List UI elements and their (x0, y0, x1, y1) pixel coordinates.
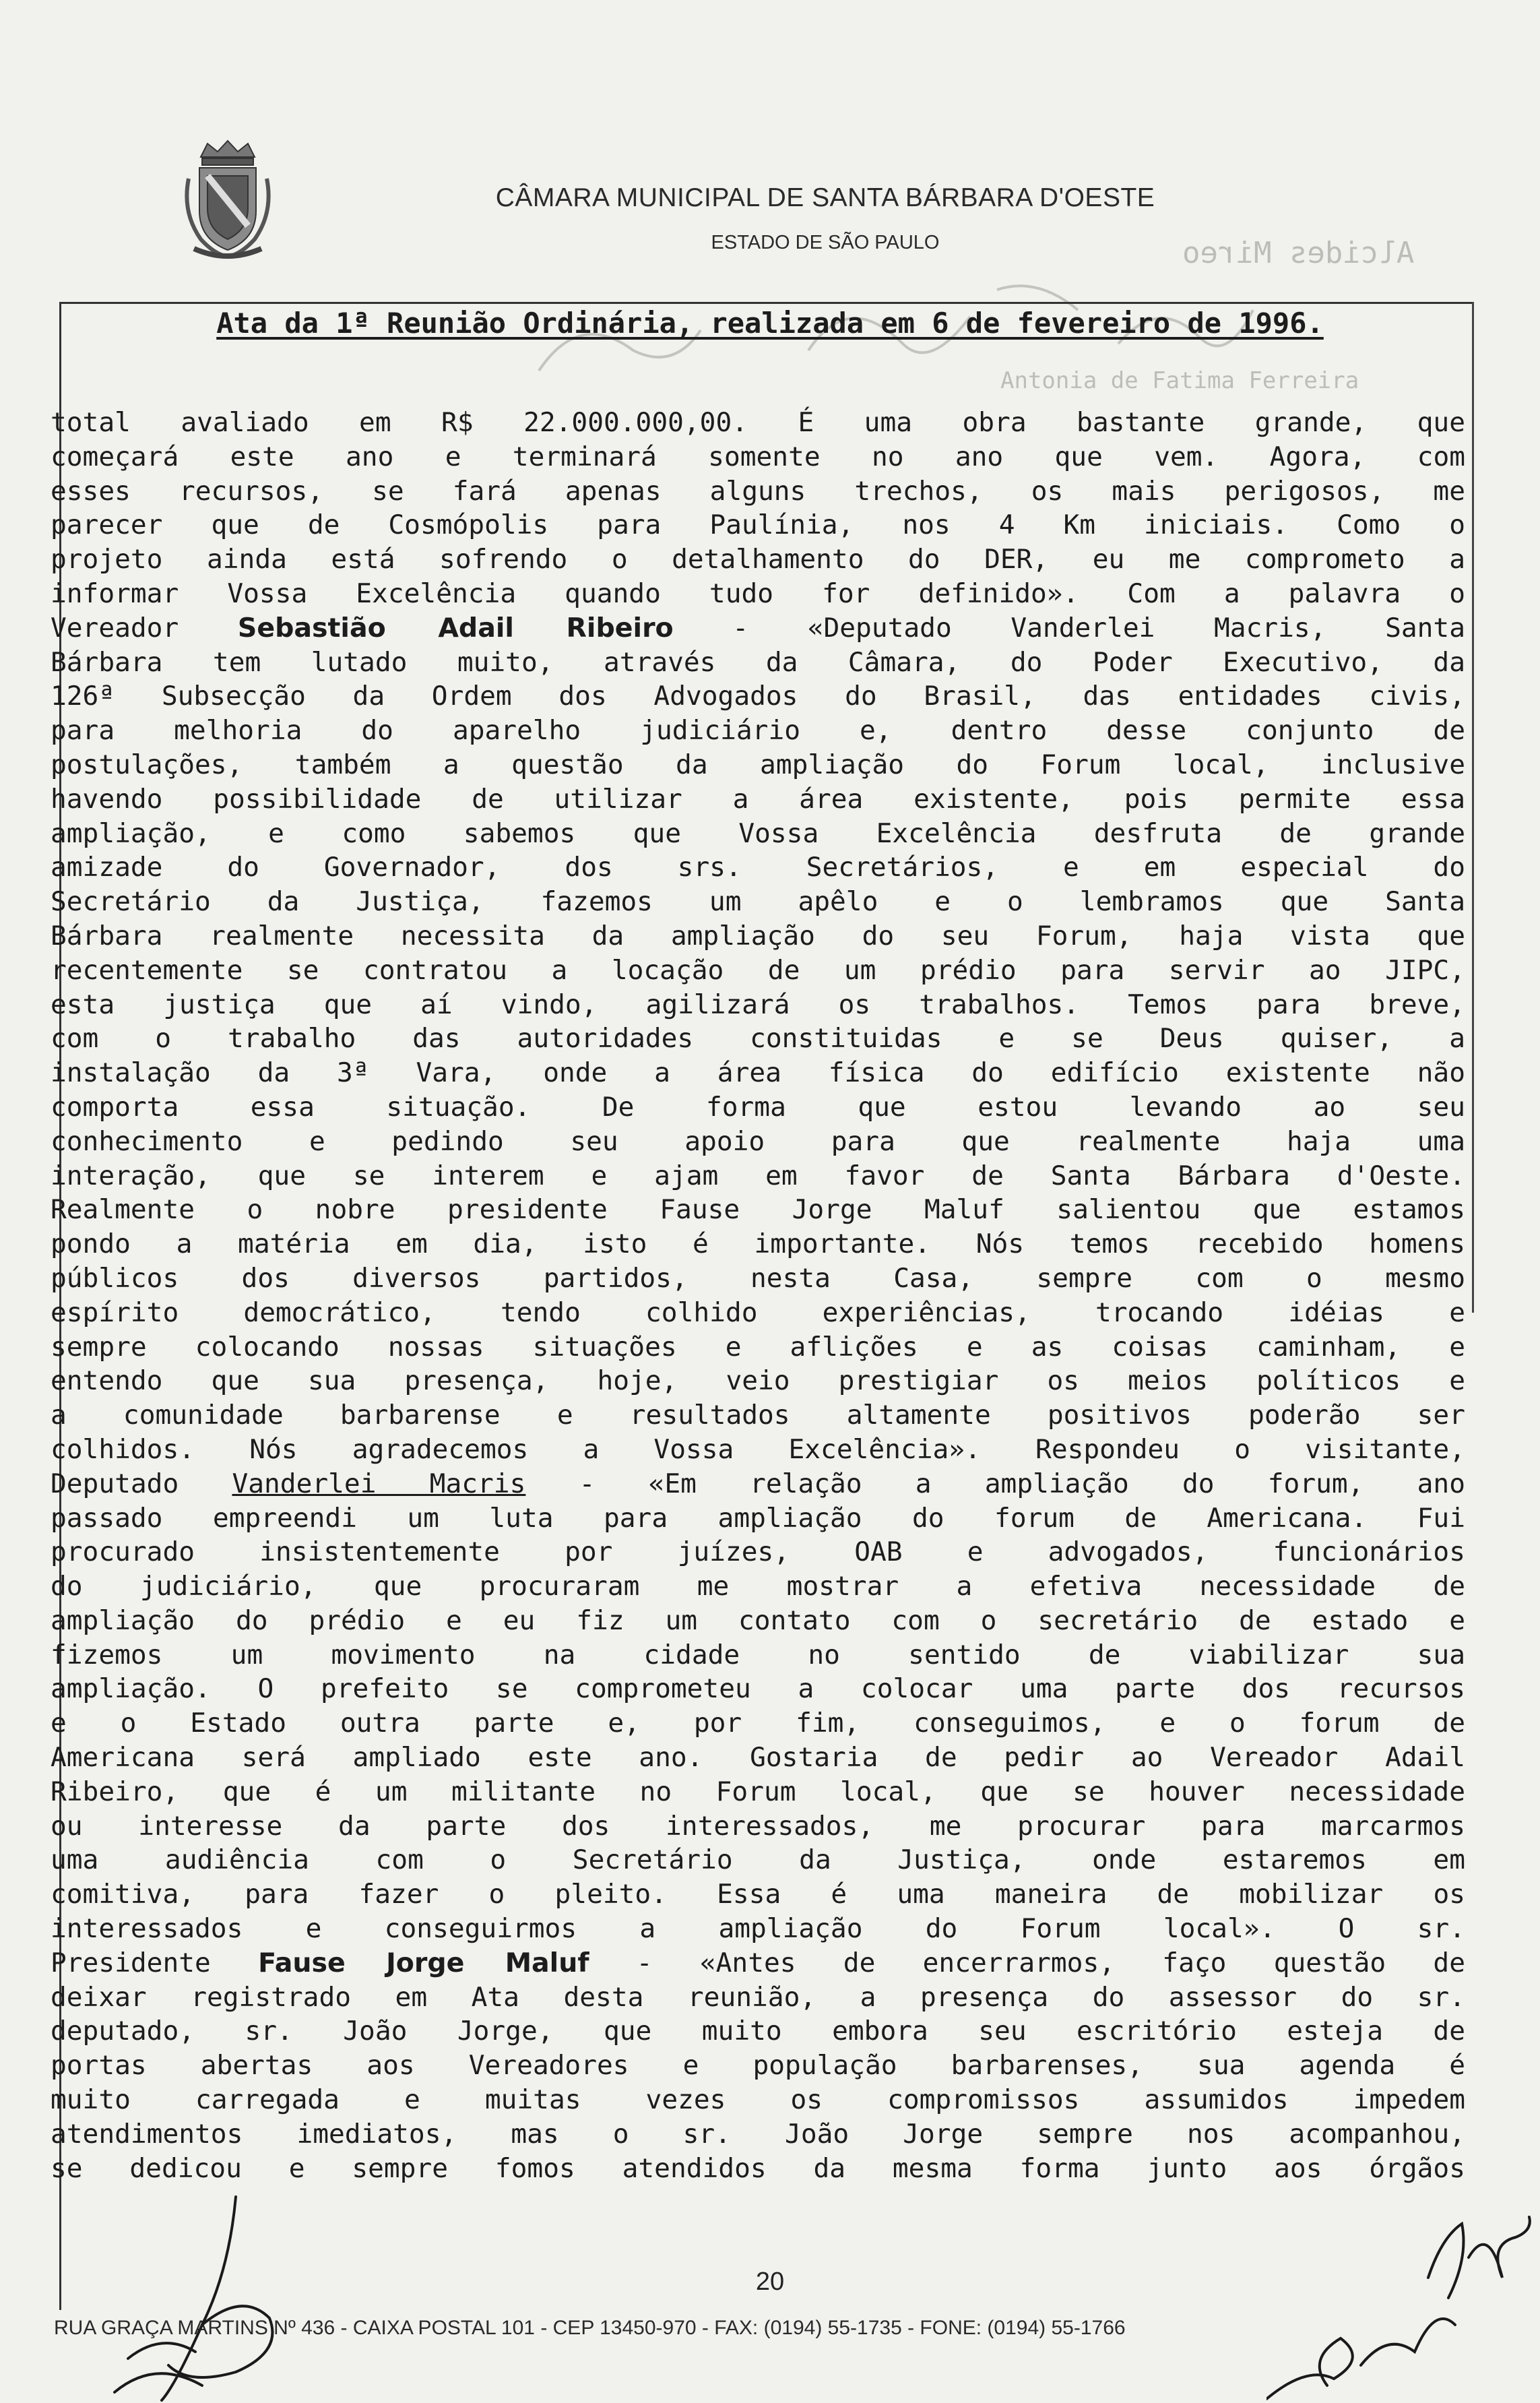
text-line: postulações, também a questão da ampliação do Forum local, inclusive (51, 749, 1465, 780)
text-line: projeto ainda está sofrendo o detalhamento do DER, eu me comprometo a (51, 544, 1465, 575)
footer-address: RUA GRAÇA MARTINS Nº 436 - CAIXA POSTAL 101 - CEP 13450-970 - FAX: (0194) 55-1735 - FONE: (0194) 55-1766 (54, 2317, 1126, 2339)
text-line: espírito democrático, tendo colhido experiências, trocando idéias e (51, 1297, 1465, 1328)
text-line: comitiva, para fazer o pleito. Essa é uma maneira de mobilizar os (51, 1879, 1465, 1910)
state-name: ESTADO DE SÃO PAULO (711, 232, 940, 253)
bleed-through-text: Antonia de Fatima Ferreira (1000, 367, 1359, 394)
text-line: passado empreendi um luta para ampliação do forum de Americana. Fui (51, 1502, 1465, 1534)
text-line: 126ª Subsecção da Ordem dos Advogados do Brasil, das entidades civis, (51, 681, 1465, 712)
text-line: interação, que se interem e ajam em favor de Santa Bárbara d'Oeste. (51, 1160, 1465, 1191)
text-line: informar Vossa Excelência quando tudo for definido». Com a palavra o (51, 578, 1465, 609)
text-line: ou interesse da parte dos interessados, me procurar para marcarmos (51, 1810, 1465, 1842)
text-line: interessados e conseguirmos a ampliação do Forum local». O sr. (51, 1913, 1465, 1945)
text-line: Deputado Vanderlei Macris - «Em relação a ampliação do forum, ano (51, 1468, 1465, 1499)
text-line: Ribeiro, que é um militante no Forum local, que se houver necessidade (51, 1776, 1465, 1807)
text-line: conhecimento e pedindo seu apoio para que realmente haja uma (51, 1125, 1465, 1157)
text-line: entendo que sua presença, hoje, veio prestigiar os meios políticos e (51, 1365, 1465, 1397)
text-line: do judiciário, que procuraram me mostrar a efetiva necessidade de (51, 1571, 1465, 1602)
text-line: públicos dos diversos partidos, nesta Casa, sempre com o mesmo (51, 1262, 1465, 1294)
page-number: 20 (755, 2268, 785, 2296)
text-line: procurado insistentemente por juízes, OAB e advogados, funcionários (51, 1536, 1465, 1568)
speaker-name: Vanderlei Macris (232, 1468, 526, 1499)
text-line: atendimentos imediatos, mas o sr. João Jorge sempre nos acompanhou, (51, 2118, 1465, 2150)
text-line: Vereador Sebastião Adail Ribeiro - «Deputado Vanderlei Macris, Santa (51, 612, 1465, 644)
document-title: Ata da 1ª Reunião Ordinária, realizada em 6 de fevereiro de 1996. (216, 307, 1324, 340)
header-rule (59, 302, 1474, 304)
text-line: portas abertas aos Vereadores e população barbarenses, sua agenda é (51, 2050, 1465, 2082)
text-line: ampliação do prédio e eu fiz um contato com o secretário de estado e (51, 1604, 1465, 1636)
text-line: começará este ano e terminará somente no ano que vem. Agora, com (51, 441, 1465, 472)
bleed-through-text: Alcides Mireo (1182, 236, 1415, 270)
text-line: sempre colocando nossas situações e aflições e as coisas caminham, e (51, 1331, 1465, 1363)
text-line: Secretário da Justiça, fazemos um apêlo e o lembramos que Santa (51, 886, 1465, 918)
speaker-name: Sebastião Adail Ribeiro (237, 612, 674, 644)
text-line: Realmente o nobre presidente Fause Jorge Maluf salientou que estamos (51, 1194, 1465, 1226)
right-margin-line (1472, 302, 1474, 1313)
coat-of-arms-icon (181, 138, 275, 259)
text-line: uma audiência com o Secretário da Justiça, onde estaremos em (51, 1844, 1465, 1876)
text-line: havendo possibilidade de utilizar a área existente, pois permite essa (51, 783, 1465, 815)
institution-name: CÂMARA MUNICIPAL DE SANTA BÁRBARA D'OESTE (495, 183, 1155, 212)
text-line: e o Estado outra parte e, por fim, conseguimos, e o forum de (51, 1708, 1465, 1739)
text-line: recentemente se contratou a locação de um prédio para servir ao JIPC, (51, 954, 1465, 986)
text-line: com o trabalho das autoridades constituidas e se Deus quiser, a (51, 1023, 1465, 1055)
text-line: Presidente Fause Jorge Maluf - «Antes de encerrarmos, faço questão de (51, 1947, 1465, 1978)
minutes-body (51, 406, 1465, 2185)
text-line: fizemos um movimento na cidade no sentido de viabilizar sua (51, 1639, 1465, 1671)
text-line: colhidos. Nós agradecemos a Vossa Excelência». Respondeu o visitante, (51, 1433, 1465, 1465)
text-line: esses recursos, se fará apenas alguns trechos, os mais perigosos, me (51, 475, 1465, 507)
text-line: parecer que de Cosmópolis para Paulínia, nos 4 Km iniciais. Como o (51, 509, 1465, 541)
text-line: deixar registrado em Ata desta reunião, a presença do assessor do sr. (51, 1981, 1465, 2013)
text-line: esta justiça que aí vindo, agilizará os trabalhos. Temos para breve, (51, 989, 1465, 1020)
text-line: amizade do Governador, dos srs. Secretários, e em especial do (51, 852, 1465, 883)
right-signature (1266, 2197, 1536, 2403)
text-line: ampliação, e como sabemos que Vossa Excelência desfruta de grande (51, 817, 1465, 849)
text-line: se dedicou e sempre fomos atendidos da mesma forma junto aos órgãos (51, 2152, 1465, 2184)
text-line: Bárbara realmente necessita da ampliação do seu Forum, haja vista que (51, 920, 1465, 951)
text-line: Americana será ampliado este ano. Gostaria de pedir ao Vereador Adail (51, 1742, 1465, 1774)
text-line: deputado, sr. João Jorge, que muito embora seu escritório esteja de (51, 2016, 1465, 2047)
text-line: Bárbara tem lutado muito, através da Câmara, do Poder Executivo, da (51, 646, 1465, 678)
speaker-name: Fause Jorge Maluf (258, 1947, 589, 1978)
text-line: comporta essa situação. De forma que estou levando ao seu (51, 1091, 1465, 1123)
text-line: instalação da 3ª Vara, onde a área física do edifício existente não (51, 1057, 1465, 1089)
left-signature (101, 2190, 303, 2403)
text-line: muito carregada e muitas vezes os compromissos assumidos impedem (51, 2084, 1465, 2116)
text-line: pondo a matéria em dia, isto é importante. Nós temos recebido homens (51, 1228, 1465, 1260)
text-line: ampliação. O prefeito se comprometeu a colocar uma parte dos recursos (51, 1673, 1465, 1705)
text-line: a comunidade barbarense e resultados altamente positivos poderão ser (51, 1400, 1465, 1431)
text-line: para melhoria do aparelho judiciário e, dentro desse conjunto de (51, 715, 1465, 747)
text-line: total avaliado em R$ 22.000.000,00. É uma obra bastante grande, que (51, 407, 1465, 438)
